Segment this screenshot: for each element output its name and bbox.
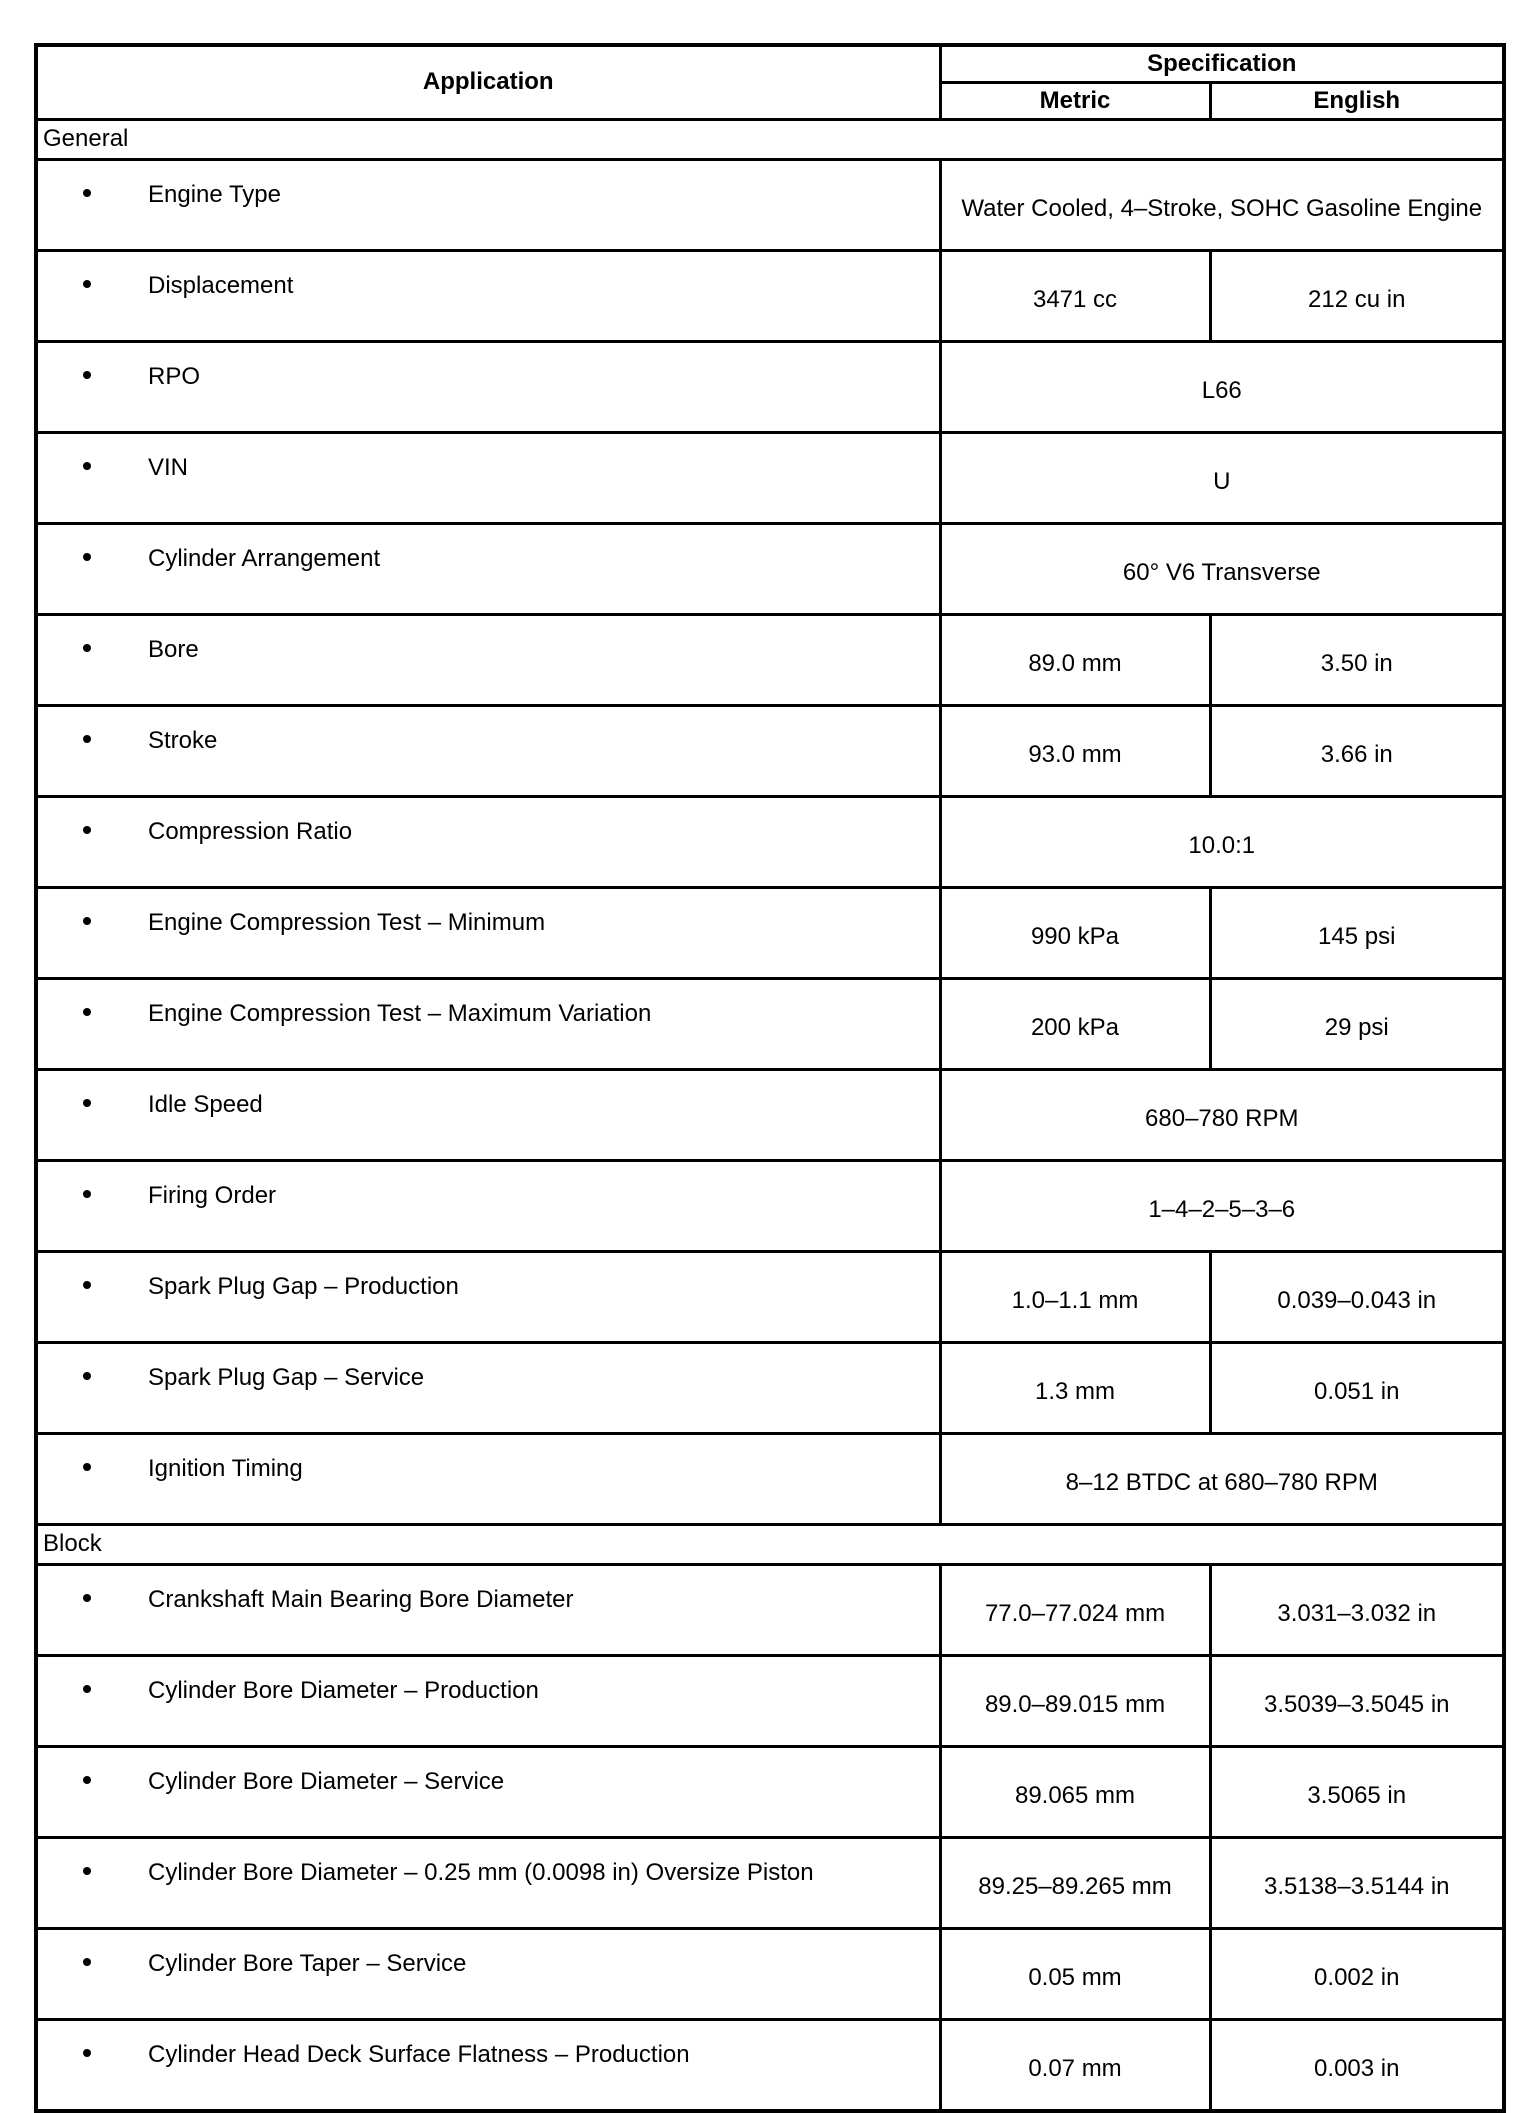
application-cell: [36, 341, 940, 432]
section-title: Block: [36, 1524, 1504, 1564]
application-label: VIN: [148, 453, 189, 481]
application-cell: [36, 796, 940, 887]
application-cell: [36, 1251, 940, 1342]
application-label: Cylinder Bore Taper – Service: [148, 1949, 467, 1977]
bullet-icon: [38, 272, 146, 296]
metric-value: 0.07 mm: [940, 2019, 1210, 2111]
table-row: [36, 250, 1504, 341]
bullet-icon: [38, 727, 146, 751]
application-cell: [36, 705, 940, 796]
table-row: [36, 1928, 1504, 2019]
table-row: [36, 978, 1504, 1069]
english-value: 3.66 in: [1210, 705, 1504, 796]
application-label: Stroke: [148, 726, 218, 754]
metric-value: 200 kPa: [940, 978, 1210, 1069]
application-label: RPO: [148, 362, 201, 390]
section-row: [36, 1524, 1504, 1564]
specification-value: 1–4–2–5–3–6: [940, 1160, 1504, 1251]
application-label: Ignition Timing: [148, 1454, 303, 1482]
table-row: [36, 2019, 1504, 2111]
table-row: [36, 1655, 1504, 1746]
application-cell: [36, 250, 940, 341]
application-label: Cylinder Bore Diameter – Service: [148, 1767, 505, 1795]
application-cell: [36, 1433, 940, 1524]
english-value: 3.5065 in: [1210, 1746, 1504, 1837]
bullet-icon: [38, 1182, 146, 1206]
application-cell: [36, 1837, 940, 1928]
english-value: 0.003 in: [1210, 2019, 1504, 2111]
application-label: Spark Plug Gap – Production: [148, 1272, 459, 1300]
specification-value: 60° V6 Transverse: [940, 523, 1504, 614]
bullet-icon: [38, 1364, 146, 1388]
specification-value: 8–12 BTDC at 680–780 RPM: [940, 1433, 1504, 1524]
application-label: Cylinder Head Deck Surface Flatness – Production: [148, 2040, 690, 2068]
english-value: 3.5039–3.5045 in: [1210, 1655, 1504, 1746]
application-cell: [36, 523, 940, 614]
application-label: Engine Compression Test – Minimum: [148, 908, 546, 936]
bullet-icon: [38, 545, 146, 569]
specification-value: L66: [940, 341, 1504, 432]
table-row: [36, 1746, 1504, 1837]
english-value: 0.002 in: [1210, 1928, 1504, 2019]
english-value: 145 psi: [1210, 887, 1504, 978]
application-cell: [36, 1655, 940, 1746]
application-label: Engine Compression Test – Maximum Variation: [148, 999, 652, 1027]
metric-value: 89.065 mm: [940, 1746, 1210, 1837]
bullet-icon: [38, 1273, 146, 1297]
application-label: Compression Ratio: [148, 817, 353, 845]
application-label: Cylinder Bore Diameter – Production: [148, 1676, 539, 1704]
table-row: [36, 705, 1504, 796]
application-cell: [36, 614, 940, 705]
application-cell: [36, 2019, 940, 2111]
specification-value: 680–780 RPM: [940, 1069, 1504, 1160]
application-cell: [36, 159, 940, 250]
application-label: Spark Plug Gap – Service: [148, 1363, 425, 1391]
application-cell: [36, 1928, 940, 2019]
table-row: [36, 1433, 1504, 1524]
english-header: English: [1210, 82, 1504, 119]
application-label: Crankshaft Main Bearing Bore Diameter: [148, 1585, 574, 1613]
bullet-icon: [38, 1455, 146, 1479]
application-cell: [36, 1069, 940, 1160]
table-row: [36, 1342, 1504, 1433]
application-label: Firing Order: [148, 1181, 277, 1209]
application-cell: [36, 432, 940, 523]
section-title: General: [36, 119, 1504, 159]
bullet-icon: [38, 909, 146, 933]
bullet-icon: [38, 1950, 146, 1974]
bullet-icon: [38, 1000, 146, 1024]
table-row: [36, 159, 1504, 250]
bullet-icon: [38, 818, 146, 842]
application-cell: [36, 887, 940, 978]
bullet-icon: [38, 181, 146, 205]
application-cell: [36, 1342, 940, 1433]
bullet-icon: [38, 1677, 146, 1701]
table-row: [36, 523, 1504, 614]
engine-spec-table: [34, 43, 1506, 2113]
table-row: [36, 341, 1504, 432]
metric-value: 89.25–89.265 mm: [940, 1837, 1210, 1928]
english-value: 0.039–0.043 in: [1210, 1251, 1504, 1342]
application-label: Engine Type: [148, 180, 281, 208]
english-value: 3.031–3.032 in: [1210, 1564, 1504, 1655]
metric-value: 1.3 mm: [940, 1342, 1210, 1433]
bullet-icon: [38, 1768, 146, 1792]
application-label: Cylinder Arrangement: [148, 544, 381, 572]
bullet-icon: [38, 1586, 146, 1610]
metric-value: 0.05 mm: [940, 1928, 1210, 2019]
bullet-icon: [38, 636, 146, 660]
table-row: [36, 1564, 1504, 1655]
english-value: 29 psi: [1210, 978, 1504, 1069]
table-row: [36, 796, 1504, 887]
metric-value: 1.0–1.1 mm: [940, 1251, 1210, 1342]
specification-value: Water Cooled, 4–Stroke, SOHC Gasoline Engine: [940, 159, 1504, 250]
bullet-icon: [38, 363, 146, 387]
application-label: Cylinder Bore Diameter – 0.25 mm (0.0098 in) Oversize Piston: [148, 1858, 814, 1886]
specification-value: 10.0:1: [940, 796, 1504, 887]
english-value: 3.5138–3.5144 in: [1210, 1837, 1504, 1928]
bullet-icon: [38, 1859, 146, 1883]
application-label: Idle Speed: [148, 1090, 263, 1118]
table-row: [36, 1837, 1504, 1928]
metric-value: 89.0–89.015 mm: [940, 1655, 1210, 1746]
table-row: [36, 614, 1504, 705]
metric-value: 990 kPa: [940, 887, 1210, 978]
metric-value: 89.0 mm: [940, 614, 1210, 705]
metric-value: 93.0 mm: [940, 705, 1210, 796]
spec-table-body: [36, 119, 1504, 2111]
bullet-icon: [38, 1091, 146, 1115]
specification-value: U: [940, 432, 1504, 523]
application-label: Displacement: [148, 271, 294, 299]
metric-value: 3471 cc: [940, 250, 1210, 341]
table-row: [36, 887, 1504, 978]
table-row: [36, 1251, 1504, 1342]
english-value: 0.051 in: [1210, 1342, 1504, 1433]
application-label: Bore: [148, 635, 199, 663]
application-cell: [36, 1564, 940, 1655]
metric-header: Metric: [940, 82, 1210, 119]
english-value: 3.50 in: [1210, 614, 1504, 705]
bullet-icon: [38, 454, 146, 478]
table-row: [36, 432, 1504, 523]
section-row: [36, 119, 1504, 159]
application-header: Application: [36, 45, 940, 119]
bullet-icon: [38, 2041, 146, 2065]
table-row: [36, 1069, 1504, 1160]
specification-header: Specification: [940, 45, 1504, 82]
metric-value: 77.0–77.024 mm: [940, 1564, 1210, 1655]
table-row: [36, 1160, 1504, 1251]
application-cell: [36, 1160, 940, 1251]
application-cell: [36, 1746, 940, 1837]
english-value: 212 cu in: [1210, 250, 1504, 341]
application-cell: [36, 978, 940, 1069]
